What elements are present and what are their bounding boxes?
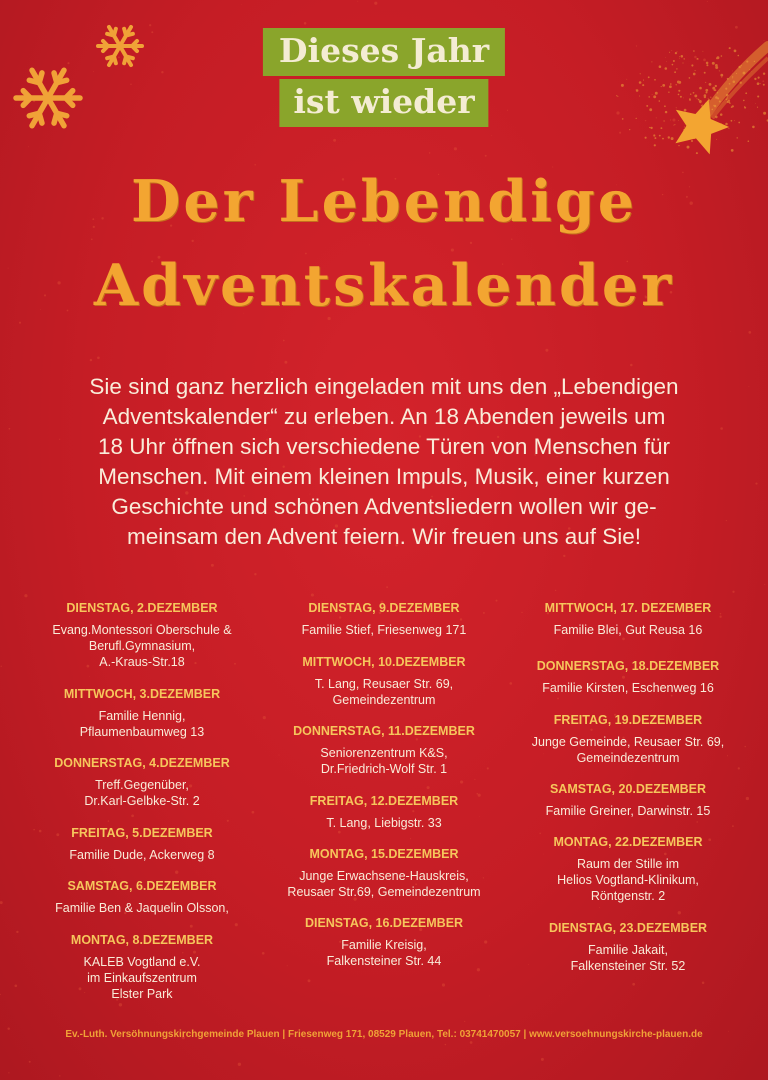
- calendar-entry: [14, 686, 270, 740]
- entry-day: DONNERSTAG, 4.DEZEMBER: [54, 756, 230, 770]
- calendar-entry: [14, 755, 270, 809]
- entry-place: Familie Kreisig, Falkensteiner Str. 44: [326, 938, 442, 968]
- entry-place: Evang.Montessori Oberschule & Berufl.Gymnasium, A.-Kraus-Str.18: [52, 623, 232, 669]
- entry-day: FREITAG, 12.DEZEMBER: [309, 794, 459, 808]
- entry-place: Familie Greiner, Darwinstr. 15: [545, 804, 711, 818]
- entry-place: Familie Stief, Friesenweg 171: [301, 623, 467, 637]
- entry-day: MITTWOCH, 17. DEZEMBER: [544, 601, 712, 615]
- entry-place: Junge Gemeinde, Reusaer Str. 69, Gemeindezentrum: [531, 735, 725, 765]
- calendar-entry: [256, 600, 512, 638]
- intro-line: meinsam den Advent feiern. Wir freuen uns auf Sie!: [126, 524, 642, 549]
- calendar-entry: [500, 712, 756, 766]
- entry-day: MONTAG, 22.DEZEMBER: [553, 835, 703, 849]
- intro-line: Geschichte und schönen Adventsliedern wollen wir ge-: [111, 494, 657, 519]
- calendar-entry: [256, 654, 512, 708]
- entry-place: Familie Jakait, Falkensteiner Str. 52: [570, 943, 686, 973]
- entry-place: Raum der Stille im Helios Vogtland-Klinikum, Röntgenstr. 2: [557, 857, 699, 903]
- entry-place: Familie Blei, Gut Reusa 16: [553, 623, 703, 637]
- entry-day: DONNERSTAG, 18.DEZEMBER: [536, 659, 720, 673]
- entry-day: MITTWOCH, 10.DEZEMBER: [302, 655, 466, 669]
- title-line-2: Adventskalender: [93, 252, 675, 319]
- entry-place: Junge Erwachsene-Hauskreis, Reusaer Str.69, Gemeindezentrum: [287, 869, 481, 899]
- entry-day: DIENSTAG, 9.DEZEMBER: [308, 601, 460, 615]
- entry-day: MONTAG, 8.DEZEMBER: [70, 933, 214, 947]
- calendar-entry: [14, 600, 270, 670]
- entry-day: DONNERSTAG, 11.DEZEMBER: [293, 724, 475, 738]
- calendar-entry: [256, 846, 512, 900]
- title-line-1: Der Lebendige: [130, 168, 638, 235]
- footer-contact: Ev.-Luth. Versöhnungskirchgemeinde Plauen | Friesenweg 171, 08529 Plauen, Tel.: 03741470057 | www.versoehnungskirche-plauen.de: [65, 1029, 703, 1040]
- intro-text: [40, 372, 728, 552]
- entry-day: FREITAG, 19.DEZEMBER: [553, 713, 703, 727]
- entry-day: DIENSTAG, 16.DEZEMBER: [304, 916, 464, 930]
- entry-place: Familie Ben & Jaquelin Olsson,: [55, 901, 229, 915]
- banner: [0, 0, 768, 140]
- calendar-entry: [256, 915, 512, 969]
- calendar-entry: [14, 825, 270, 863]
- calendar-entry: [500, 658, 756, 696]
- entry-day: SAMSTAG, 20.DEZEMBER: [549, 782, 707, 796]
- entry-place: KALEB Vogtland e.V. im Einkaufszentrum Elster Park: [83, 955, 201, 1001]
- entry-day: DIENSTAG, 2.DEZEMBER: [66, 601, 218, 615]
- intro-line: Sie sind ganz herzlich eingeladen mit uns den „Lebendigen: [89, 374, 679, 399]
- entry-day: MONTAG, 15.DEZEMBER: [309, 847, 459, 861]
- banner-line-1: Dieses Jahr: [263, 28, 505, 76]
- intro-line: Menschen. Mit einem kleinen Impuls, Musik, einer kurzen: [98, 464, 670, 489]
- entry-day: FREITAG, 5.DEZEMBER: [71, 826, 213, 840]
- entry-place: Familie Kirsten, Eschenweg 16: [542, 681, 714, 695]
- calendar-entry: [500, 781, 756, 819]
- calendar-entry: [500, 834, 756, 904]
- calendar-entry: [500, 920, 756, 974]
- entry-place: Familie Hennig, Pflaumenbaumweg 13: [79, 709, 205, 739]
- entry-day: MITTWOCH, 3.DEZEMBER: [63, 687, 221, 701]
- calendar-entry: [14, 932, 270, 1002]
- entry-place: T. Lang, Liebigstr. 33: [326, 816, 442, 830]
- entry-place: Seniorenzentrum K&S, Dr.Friedrich-Wolf Str. 1: [320, 746, 448, 776]
- calendar-entry: [14, 878, 270, 916]
- entry-day: SAMSTAG, 6.DEZEMBER: [67, 879, 217, 893]
- calendar-entry: [256, 793, 512, 831]
- entry-place: T. Lang, Reusaer Str. 69, Gemeindezentrum: [314, 677, 454, 707]
- calendar-entry: [500, 600, 756, 638]
- entry-place: Familie Dude, Ackerweg 8: [69, 848, 215, 862]
- entry-day: DIENSTAG, 23.DEZEMBER: [548, 921, 708, 935]
- intro-line: Adventskalender“ zu erleben. An 18 Abenden jeweils um: [102, 404, 666, 429]
- calendar-entry: [256, 723, 512, 777]
- intro-line: 18 Uhr öffnen sich verschiedene Türen von Menschen für: [97, 434, 670, 459]
- entry-place: Treff.Gegenüber, Dr.Karl-Gelbke-Str. 2: [84, 778, 200, 808]
- banner-line-2: ist wieder: [279, 79, 488, 127]
